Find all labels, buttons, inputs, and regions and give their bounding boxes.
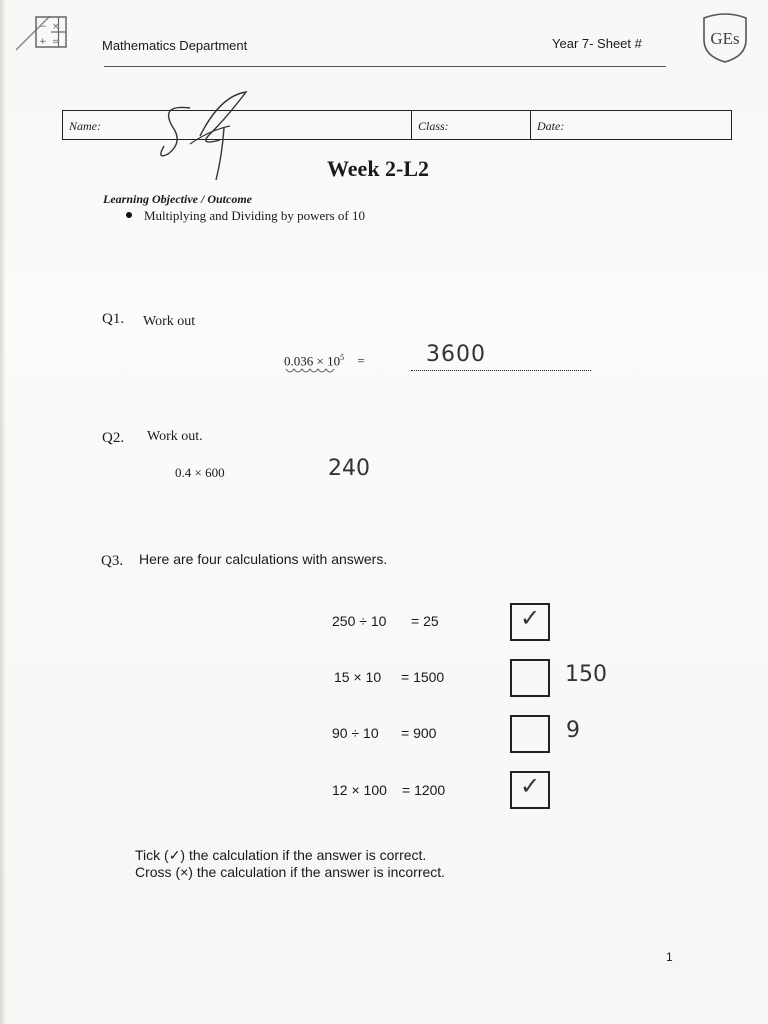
- page-number: 1: [666, 950, 673, 964]
- q3-instruction-cross: Cross (×) the calculation if the answer is incorrect.: [135, 864, 446, 880]
- objective-item: [126, 208, 365, 224]
- q3-row-2-answer-box[interactable]: [510, 659, 550, 697]
- q2-handwritten-answer: 240: [328, 456, 370, 481]
- q2-prompt: Work out.: [147, 429, 203, 444]
- calculator-logo-icon: [14, 14, 86, 54]
- q2-number: Q2.: [102, 430, 125, 446]
- q1-expr-base: 0.036 × 10: [284, 353, 341, 369]
- svg-text:+: +: [39, 37, 47, 47]
- q1-equals: =: [357, 353, 365, 369]
- class-label: Class:: [418, 119, 449, 133]
- q1-prompt: Work out: [143, 314, 196, 329]
- handwritten-signature: [150, 86, 260, 186]
- svg-text:×: ×: [52, 22, 60, 32]
- q2-expression: 0.4 × 600: [175, 465, 225, 480]
- q3-row-2-expression: 15 × 10: [334, 669, 382, 685]
- q3-row-4-expression: 12 × 100: [332, 782, 387, 798]
- handwritten-underline-scribble: [284, 366, 340, 376]
- class-cell[interactable]: [412, 111, 531, 139]
- q3-row-1-tick-mark: ✓: [520, 604, 541, 632]
- q3-row-2-result: = 1500: [401, 669, 445, 685]
- q3-row-1-expression: 250 ÷ 10: [332, 613, 387, 629]
- page-title: Week 2-L2: [327, 156, 430, 181]
- q1-expr-exponent: 5: [340, 353, 345, 362]
- svg-text:−: −: [39, 22, 47, 32]
- q3-number: Q3.: [101, 553, 124, 569]
- sheet-label: Year 7- Sheet #: [552, 36, 642, 51]
- date-label: Date:: [537, 119, 565, 133]
- department-label: Mathematics Department: [102, 38, 248, 53]
- school-shield-logo: [700, 10, 750, 64]
- q1-number: Q1.: [102, 311, 125, 327]
- page-edge-shadow: [0, 0, 6, 1024]
- bullet-icon: [126, 212, 132, 218]
- header-divider: [104, 66, 666, 67]
- name-label: Name:: [69, 119, 101, 133]
- q3-instruction-tick: Tick (✓) the calculation if the answer is correct.: [135, 847, 427, 863]
- q3-row-3-result: = 900: [401, 725, 437, 741]
- q3-row-3-handwritten-correction: 9: [566, 718, 580, 743]
- objective-text: Multiplying and Dividing by powers of 10: [144, 208, 365, 223]
- q3-row-3-answer-box[interactable]: [510, 715, 550, 753]
- q3-row-4-tick-mark: ✓: [520, 772, 541, 800]
- q1-answer-line[interactable]: [411, 370, 591, 371]
- date-cell[interactable]: [531, 111, 731, 139]
- q3-row-4-result: = 1200: [402, 782, 446, 798]
- svg-text:=: =: [52, 37, 60, 47]
- logo-text: GEs: [710, 29, 740, 48]
- q3-row-2-handwritten-correction: 150: [565, 662, 607, 687]
- objective-heading: Learning Objective / Outcome: [103, 192, 252, 206]
- q3-row-3-expression: 90 ÷ 10: [332, 725, 379, 741]
- q3-prompt: Here are four calculations with answers.: [139, 551, 388, 567]
- q3-row-1-result: = 25: [411, 613, 439, 629]
- q1-handwritten-answer: 3600: [426, 342, 486, 367]
